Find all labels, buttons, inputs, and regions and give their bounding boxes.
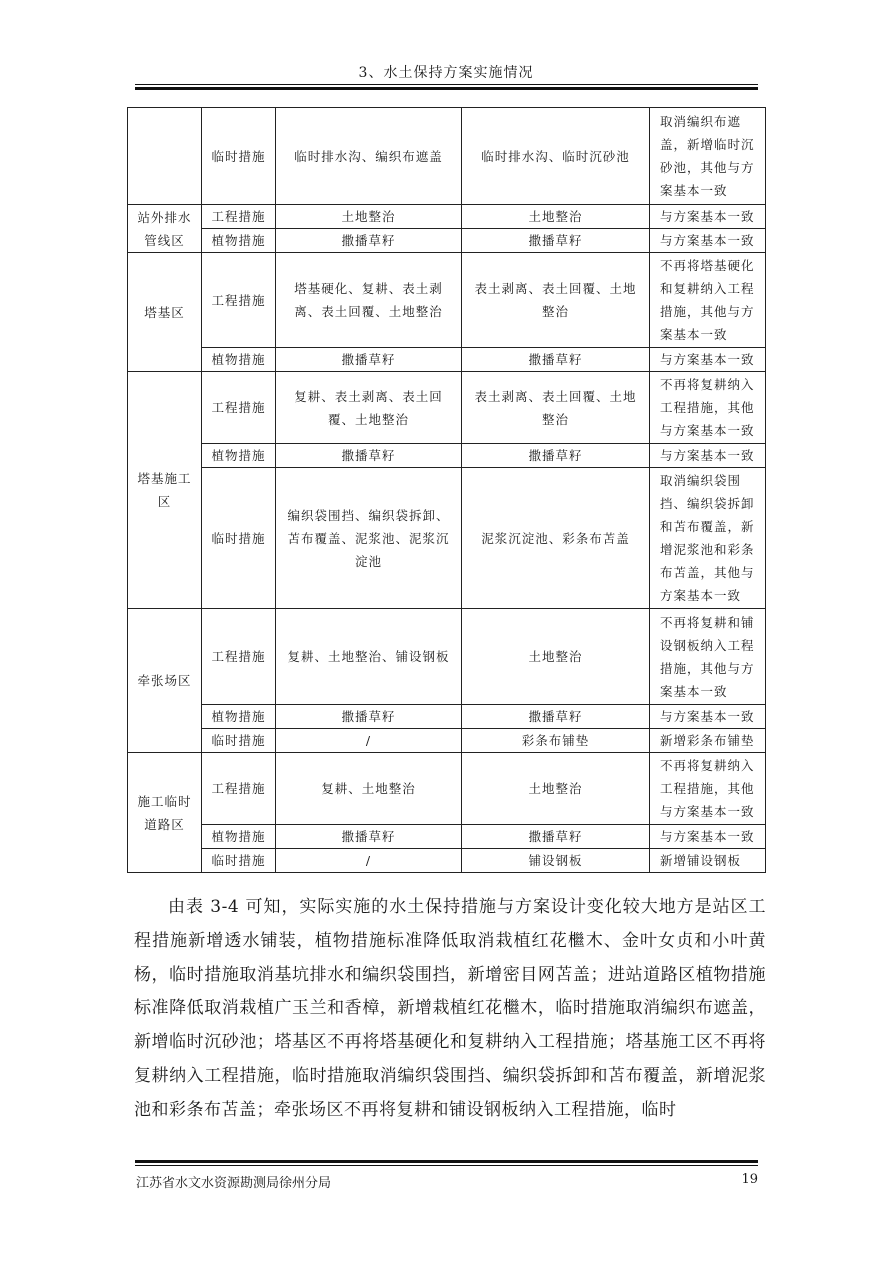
change-note-cell: 取消编织布遮盖，新增临时沉砂池，其他与方案基本一致 — [650, 108, 766, 205]
actual-measures-cell: 撒播草籽 — [462, 705, 650, 729]
planned-measures-cell: 编织袋围挡、编织袋拆卸、苫布覆盖、泥浆池、泥浆沉淀池 — [276, 468, 462, 609]
change-note-cell: 与方案基本一致 — [650, 229, 766, 253]
planned-measures-cell: / — [276, 849, 462, 873]
area-cell: 站外排水管线区 — [128, 205, 202, 253]
planned-measures-cell: / — [276, 729, 462, 753]
measure-type-cell: 植物措施 — [202, 825, 276, 849]
table-row — [128, 729, 766, 753]
actual-measures-cell: 撒播草籽 — [462, 229, 650, 253]
actual-measures-cell: 彩条布铺垫 — [462, 729, 650, 753]
footer-rule-thin — [135, 1165, 758, 1166]
actual-measures-cell: 表土剥离、表土回覆、土地整治 — [462, 253, 650, 348]
area-cell — [128, 108, 202, 205]
change-note-cell: 与方案基本一致 — [650, 348, 766, 372]
measure-type-cell: 工程措施 — [202, 609, 276, 705]
table-row — [128, 372, 766, 444]
actual-measures-cell: 临时排水沟、临时沉砂池 — [462, 108, 650, 205]
measure-type-cell: 植物措施 — [202, 444, 276, 468]
change-note-cell: 新增铺设钢板 — [650, 849, 766, 873]
planned-measures-cell: 土地整治 — [276, 205, 462, 229]
body-text: 由表 3-4 可知，实际实施的水土保持措施与方案设计变化较大地方是站区工程措施新增透水铺装，植物措施标准降低取消栽植红花檵木、金叶女贞和小叶黄杨，临时措施取消基坑排水和编织袋围挡，新增密目网苫盖；进站道路区植物措施标准降低取消栽植广玉兰和香樟，新增栽植红花檵木，临时措施取消编织布遮盖，新增临时沉砂池；塔基区不再将塔基硬化和复耕纳入工程措施；塔基施工区不再将复耕纳入工程措施，临时措施取消编织袋围挡、编织袋拆卸和苫布覆盖，新增泥浆池和彩条布苫盖；牵张场区不再将复耕和铺设钢板纳入工程措施，临时 — [134, 897, 766, 1120]
measure-type-cell: 植物措施 — [202, 348, 276, 372]
planned-measures-cell: 撒播草籽 — [276, 229, 462, 253]
change-note-cell: 与方案基本一致 — [650, 444, 766, 468]
measure-type-cell: 临时措施 — [202, 468, 276, 609]
header-title: 3、水土保持方案实施情况 — [358, 65, 534, 81]
change-note-cell: 不再将复耕和铺设钢板纳入工程措施，其他与方案基本一致 — [650, 609, 766, 705]
change-note-cell: 与方案基本一致 — [650, 205, 766, 229]
change-note-cell: 与方案基本一致 — [650, 705, 766, 729]
table-row — [128, 205, 766, 229]
actual-measures-cell: 土地整治 — [462, 753, 650, 825]
measures-comparison-table — [127, 107, 766, 873]
change-note-cell: 新增彩条布铺垫 — [650, 729, 766, 753]
change-note-cell: 与方案基本一致 — [650, 825, 766, 849]
area-cell: 塔基施工区 — [128, 372, 202, 609]
planned-measures-cell: 临时排水沟、编织布遮盖 — [276, 108, 462, 205]
change-note-cell: 不再将塔基硬化和复耕纳入工程措施，其他与方案基本一致 — [650, 253, 766, 348]
actual-measures-cell: 表土剥离、表土回覆、土地整治 — [462, 372, 650, 444]
measure-type-cell: 植物措施 — [202, 705, 276, 729]
actual-measures-cell: 撒播草籽 — [462, 348, 650, 372]
area-cell: 牵张场区 — [128, 609, 202, 753]
measure-type-cell: 临时措施 — [202, 849, 276, 873]
area-cell: 施工临时道路区 — [128, 753, 202, 873]
actual-measures-cell: 铺设钢板 — [462, 849, 650, 873]
header-rule-thin — [135, 84, 758, 85]
planned-measures-cell: 复耕、土地整治、铺设钢板 — [276, 609, 462, 705]
planned-measures-cell: 撒播草籽 — [276, 444, 462, 468]
planned-measures-cell: 复耕、表土剥离、表土回覆、土地整治 — [276, 372, 462, 444]
change-note-cell: 不再将复耕纳入工程措施，其他与方案基本一致 — [650, 753, 766, 825]
actual-measures-cell: 土地整治 — [462, 205, 650, 229]
measure-type-cell: 工程措施 — [202, 753, 276, 825]
table-row — [128, 229, 766, 253]
change-note-cell: 取消编织袋围挡、编织袋拆卸和苫布覆盖，新增泥浆池和彩条布苫盖，其他与方案基本一致 — [650, 468, 766, 609]
table-row — [128, 108, 766, 205]
planned-measures-cell: 复耕、土地整治 — [276, 753, 462, 825]
planned-measures-cell: 撒播草籽 — [276, 348, 462, 372]
measure-type-cell: 植物措施 — [202, 229, 276, 253]
actual-measures-cell: 撒播草籽 — [462, 444, 650, 468]
footer-organization: 江苏省水文水资源勘测局徐州分局 — [136, 1176, 332, 1191]
planned-measures-cell: 塔基硬化、复耕、表土剥离、表土回覆、土地整治 — [276, 253, 462, 348]
measure-type-cell: 工程措施 — [202, 372, 276, 444]
footer-rule-thick — [135, 1160, 758, 1163]
table-row — [128, 348, 766, 372]
planned-measures-cell: 撒播草籽 — [276, 825, 462, 849]
measure-type-cell: 工程措施 — [202, 205, 276, 229]
planned-measures-cell: 撒播草籽 — [276, 705, 462, 729]
table-row — [128, 468, 766, 609]
table-row — [128, 849, 766, 873]
area-cell: 塔基区 — [128, 253, 202, 372]
table-row — [128, 753, 766, 825]
actual-measures-cell: 土地整治 — [462, 609, 650, 705]
table-row — [128, 444, 766, 468]
measure-type-cell: 工程措施 — [202, 253, 276, 348]
measure-type-cell: 临时措施 — [202, 108, 276, 205]
header-rule-thick — [135, 87, 758, 90]
body-paragraph — [134, 891, 766, 1128]
table-row — [128, 705, 766, 729]
page-number: 19 — [741, 1172, 758, 1187]
actual-measures-cell: 撒播草籽 — [462, 825, 650, 849]
table-row — [128, 253, 766, 348]
table-row — [128, 825, 766, 849]
measure-type-cell: 临时措施 — [202, 729, 276, 753]
table-row — [128, 609, 766, 705]
actual-measures-cell: 泥浆沉淀池、彩条布苫盖 — [462, 468, 650, 609]
change-note-cell: 不再将复耕纳入工程措施，其他与方案基本一致 — [650, 372, 766, 444]
